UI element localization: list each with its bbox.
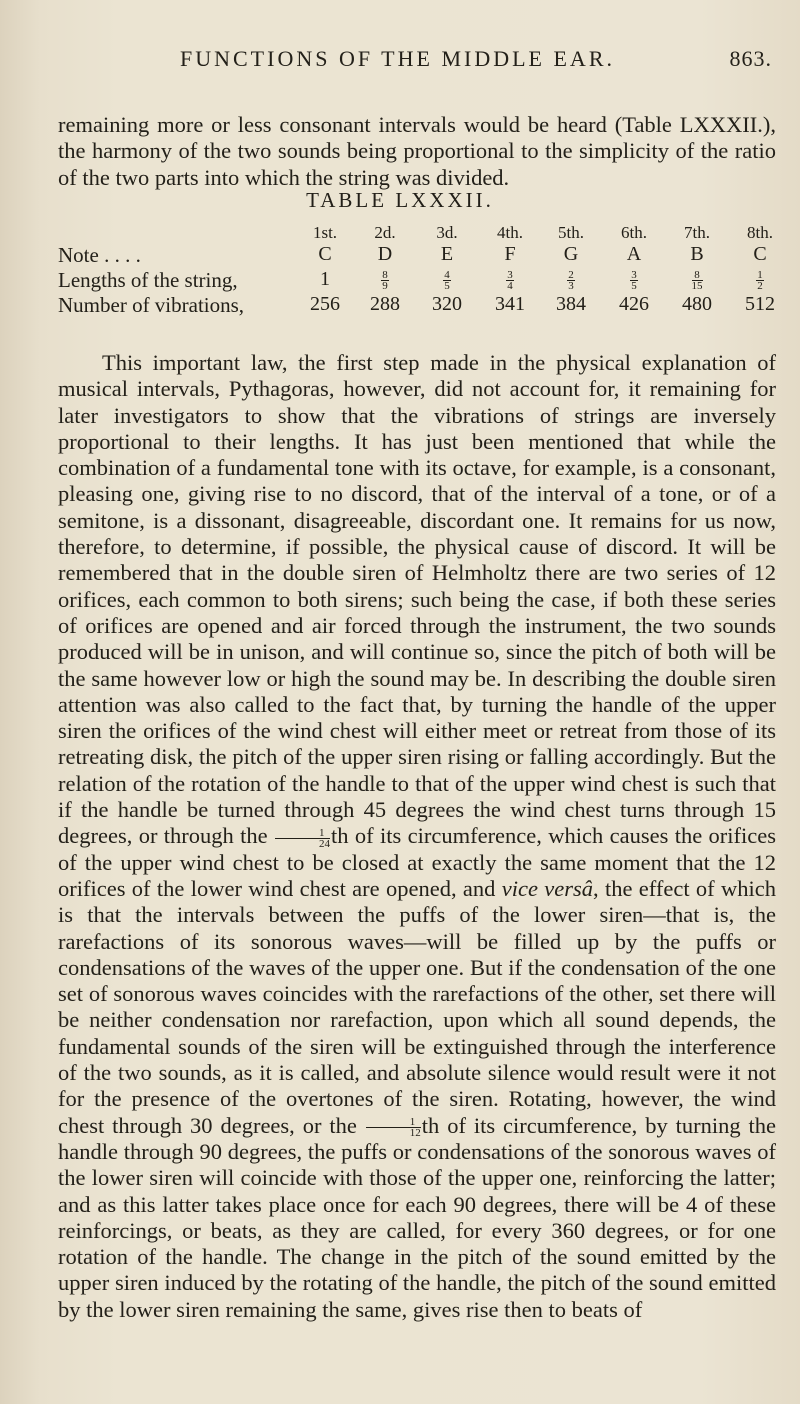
interval-table <box>58 223 780 318</box>
fraction-numerator: 8 <box>692 270 703 281</box>
fraction-numerator: 1 <box>366 1117 421 1128</box>
length-cell <box>417 268 477 291</box>
note-cell: F <box>504 243 516 265</box>
table-row-vibrations <box>58 293 780 318</box>
running-title: FUNCTIONS OF THE MIDDLE EAR. <box>180 46 615 71</box>
fraction-denominator: 3 <box>568 279 574 292</box>
note-cell: G <box>563 243 579 265</box>
fraction-numerator: 3 <box>631 268 637 281</box>
vibration-cell: 256 <box>310 293 340 315</box>
fraction-numerator: 4 <box>444 268 450 281</box>
column-header: 6th. <box>621 223 647 242</box>
note-cell: C <box>318 243 332 265</box>
note-cell: B <box>690 243 704 265</box>
italic-phrase: vice versâ <box>501 875 594 901</box>
length-cell <box>541 268 601 291</box>
length-fraction <box>630 270 638 291</box>
column-header: 8th. <box>747 223 773 242</box>
row-label-note: Note . . . . <box>58 243 141 267</box>
fraction-denominator: 9 <box>382 279 388 292</box>
fraction-one-twenty-fourth <box>275 828 330 849</box>
length-fraction <box>692 270 703 291</box>
length-fraction <box>506 270 514 291</box>
fraction-numerator: 3 <box>507 268 513 281</box>
fraction-denominator: 5 <box>444 279 450 292</box>
vibration-cell: 426 <box>619 293 649 315</box>
text-segment: , the effect of which is that the intervals between the puffs of the lower siren—that is, the rarefactions of its sonorous waves—will be filled up by the puffs or condensations of the waves of the upper one. But if the condensation of the one set of sonorous waves coincides with the rarefactions of the other, set there will be neither condensation nor rarefaction, upon which all sound depends, the fundamental sounds of the siren will be extinguished through the interference of the two sounds, as it is called, and absolute silence would result were it not for the presence of the overtones of the siren. Rotating, however, the wind chest through 30 degrees, or the <box>58 875 776 1138</box>
column-header: 1st. <box>312 223 338 242</box>
vibration-cell: 320 <box>432 293 462 315</box>
table-row-lengths <box>58 268 780 293</box>
length-cell <box>604 268 664 291</box>
length-fraction <box>756 270 764 291</box>
length-fraction <box>567 270 575 291</box>
column-header: 3d. <box>436 223 458 242</box>
table-row-notes <box>58 243 780 268</box>
column-header: 4th. <box>497 223 523 242</box>
fraction-denominator: 24 <box>319 837 331 850</box>
text-segment: This important law, the first step made in the physical explanation of musical intervals, Pythagoras, however, did not account for, it remaining for later investigators to show that the vibrations of strings are inversely proportional to their lengths. It has just been mentioned that while the combination of a fundamental tone with its octave, for example, is a consonant, pleasing one, giving rise to no discord, that of the interval of a tone, or of a semitone, is a dissonant, disagreeable, discordant one. It remains for us now, therefore, to determine, if possible, the physical cause of discord. It will be remembered that in the double siren of Helmholtz there are two series of 12 orifices, each common to both sirens; such being the case, if both these series of orifices are opened and air forced through the instrument, the two sounds produced will be in unison, and will continue so, since the pitch of both will be the same however low or high the sound may be. In describing the double siren attention was also called to the fact that, by turning the handle of the upper siren the orifices of the wind chest will either meet or retreat from those of its retreating disk, the pitch of the upper siren rising or falling accordingly. But the relation of the rotation of the handle to that of the upper wind chest is such that if the handle be turned through 45 degrees the wind chest turns through 15 degrees, or through the <box>58 350 776 849</box>
page-number: 863. <box>729 46 772 71</box>
fraction-denominator: 12 <box>409 1126 421 1139</box>
length-cell: 1 <box>320 268 330 290</box>
vibration-cell: 512 <box>745 293 775 315</box>
note-cell: D <box>377 243 393 265</box>
vibration-cell: 288 <box>370 293 400 315</box>
paragraph-main <box>58 350 776 1323</box>
column-header: 7th. <box>684 223 710 242</box>
length-cell <box>355 268 415 291</box>
fraction-one-twelfth <box>366 1117 421 1138</box>
length-fraction <box>381 270 389 291</box>
paragraph-intro: remaining more or less consonant intervals would be heard (Table LXXXII.), the harmony of the two sounds being proportional to the simplicity of the ratio of the two parts into which the string was divided. <box>58 112 776 190</box>
row-label-vibrations: Number of vibrations, <box>58 293 245 317</box>
fraction-numerator: 2 <box>568 268 574 281</box>
fraction-numerator: 8 <box>382 268 388 281</box>
table-header-row <box>58 223 780 243</box>
running-header <box>180 46 772 72</box>
length-cell <box>730 268 790 291</box>
vibration-cell: 341 <box>495 293 525 315</box>
row-label-lengths: Lengths of the string, <box>58 268 238 292</box>
fraction-numerator: 1 <box>757 268 763 281</box>
table-caption: TABLE LXXXII. <box>306 188 494 212</box>
text-segment: th of its circumference, which causes the orifices of the upper wind chest to be closed at exactly the same moment that the 12 orifices of the lower wind chest are opened, and <box>58 823 777 901</box>
fraction-denominator: 15 <box>691 279 703 292</box>
vibration-cell: 384 <box>556 293 586 315</box>
text-segment: th of its circumference, by turning the handle through 90 degrees, the puffs or condensations of the sonorous waves of the lower siren will coincide with those of the upper one, reinforcing the latter; and as this latter takes place once for each 90 degrees, there will be 4 of these reinforcings, or beats, as they are called, for every 360 degrees, or for one rotation of the handle. The change in the pitch of the sound emitted by the upper siren induced by the rotating of the handle, the pitch of the sound emitted by the lower siren remaining the same, gives rise then to beats of <box>58 1112 777 1322</box>
length-cell <box>480 268 540 291</box>
fraction-denominator: 2 <box>757 279 763 292</box>
column-header: 5th. <box>558 223 584 242</box>
fraction-denominator: 5 <box>631 279 637 292</box>
length-fraction <box>443 270 451 291</box>
note-cell: A <box>626 243 642 265</box>
vibration-cell: 480 <box>682 293 712 315</box>
note-cell: C <box>753 243 767 265</box>
fraction-numerator: 1 <box>275 828 330 839</box>
note-cell: E <box>440 243 454 265</box>
length-cell <box>667 268 727 291</box>
column-header: 2d. <box>374 223 396 242</box>
fraction-denominator: 4 <box>507 279 513 292</box>
